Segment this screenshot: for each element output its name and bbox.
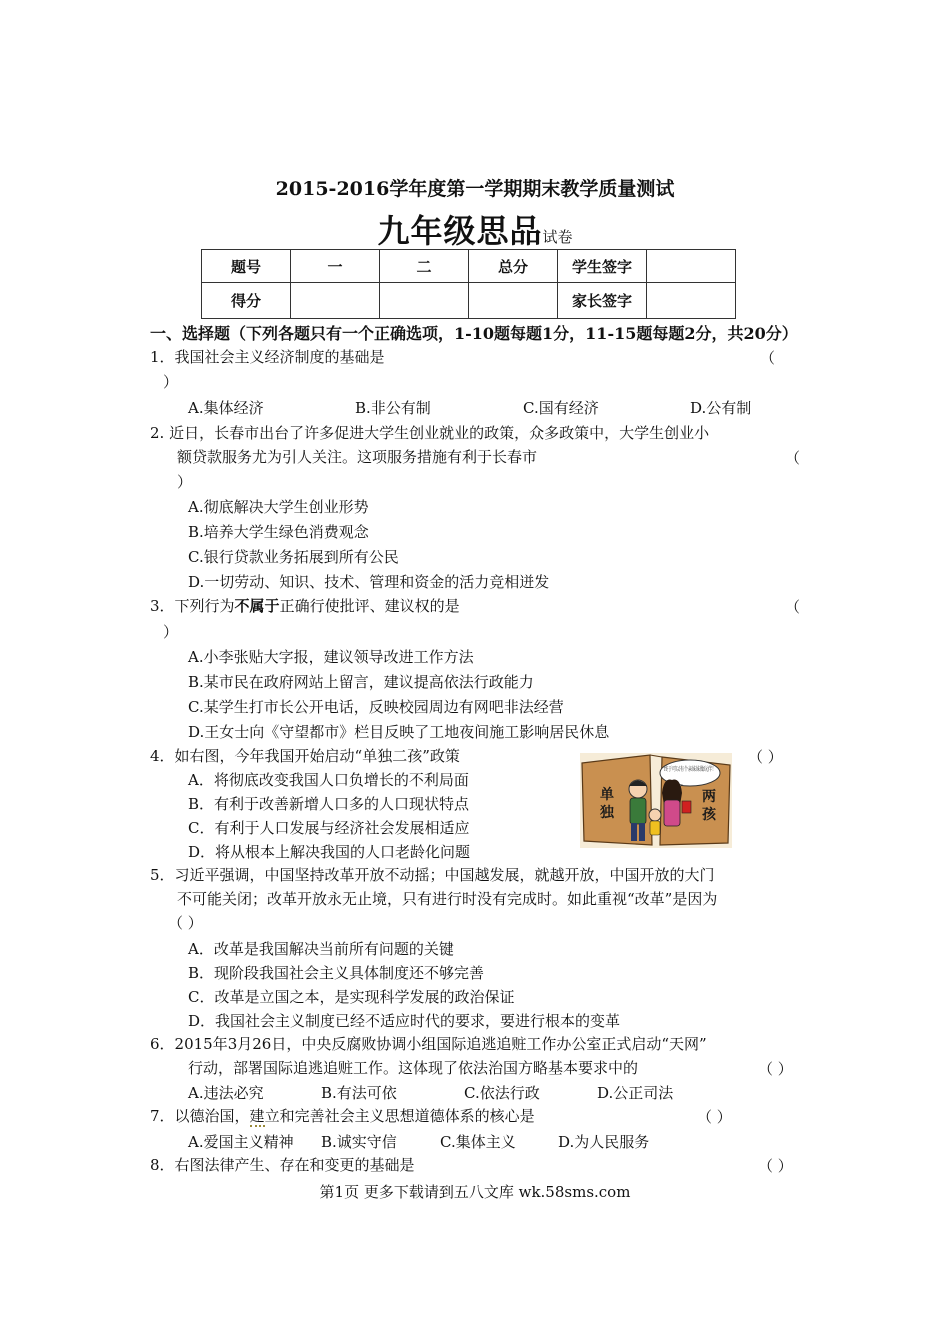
question-1-option-d: D.公有制 bbox=[690, 399, 752, 417]
question-6-paren: （ ） bbox=[758, 1060, 793, 1078]
question-7-option-a: A.爱国主义精神 bbox=[188, 1133, 294, 1151]
question-6-option-c: C.依法行政 bbox=[464, 1084, 540, 1102]
cartoon-right-char2: 孩 bbox=[702, 807, 716, 823]
question-7-marked-char: 建 bbox=[249, 1107, 265, 1125]
question-8-paren: （ ） bbox=[758, 1157, 793, 1175]
score-table-cell: 二 bbox=[380, 250, 469, 283]
exam-title-suffix: 试卷 bbox=[542, 228, 573, 246]
question-3-paren-close: ） bbox=[163, 623, 179, 641]
question-4-paren: （ ） bbox=[748, 748, 783, 766]
exam-title-line2 bbox=[0, 206, 950, 252]
question-1-option-a: A.集体经济 bbox=[188, 399, 264, 417]
question-5-option-d: D．我国社会主义制度已经不适应时代的要求，要进行根本的变革 bbox=[188, 1012, 621, 1030]
question-6-option-d: D.公正司法 bbox=[597, 1084, 674, 1102]
question-3-option-a: A.小李张贴大字报，建议领导改进工作方法 bbox=[188, 648, 474, 666]
question-6-line2: 行动，部署国际追逃追赃工作。这体现了依法治国方略基本要求中的 bbox=[188, 1059, 639, 1077]
question-1-stem: 1．我国社会主义经济制度的基础是 bbox=[150, 348, 385, 366]
question-5-line2: 不可能关闭；改革开放永无止境，只有进行时没有完成时。如此重视“改革”是因为 bbox=[177, 890, 718, 908]
cartoon-left-char1: 单 bbox=[600, 787, 614, 803]
question-2-line1: 2. 近日，长春市出台了许多促进大学生创业就业的政策，众多政策中，大学生创业小 bbox=[150, 424, 710, 442]
question-7-option-d: D.为人民服务 bbox=[558, 1133, 650, 1151]
question-1-option-b: B.非公有制 bbox=[355, 399, 431, 417]
question-3-option-d: D.王女士向《守望都市》栏目反映了工地夜间施工影响居民休息 bbox=[188, 723, 610, 741]
question-4-option-d: D．将从根本上解决我国的人口老龄化问题 bbox=[188, 843, 471, 861]
question-2-option-b: B.培养大学生绿色消费观念 bbox=[188, 523, 369, 541]
score-table-cell: 总分 bbox=[469, 250, 558, 283]
exam-title-line1: 2015-2016学年度第一学期期末教学质量测试 bbox=[275, 178, 675, 200]
question-2-option-c: C.银行贷款业务拓展到所有公民 bbox=[188, 548, 399, 566]
score-table-cell: 题号 bbox=[202, 250, 291, 283]
question-5-option-c: C．改革是立国之本，是实现科学发展的政治保证 bbox=[188, 988, 515, 1006]
question-3-option-b: B.某市民在政府网站上留言，建议提高依法行政能力 bbox=[188, 673, 534, 691]
question-1-paren-open: （ bbox=[760, 349, 776, 367]
cartoon-bubble-text: 终于可以有个亲妹妹做玩伴！ bbox=[664, 766, 743, 773]
question-5-line1: 5．习近平强调，中国坚持改革开放不动摇；中国越发展，就越开放，中国开放的大门 bbox=[150, 866, 715, 884]
question-6-option-b: B.有法可依 bbox=[321, 1084, 397, 1102]
question-7-paren: （ ） bbox=[697, 1108, 732, 1126]
question-3-paren-open: （ bbox=[785, 598, 801, 616]
exam-subject-title: 九年级思品 bbox=[377, 212, 543, 250]
question-6-line1: 6．2015年3月26日，中央反腐败协调小组国际追逃追赃工作办公室正式启动“天网” bbox=[150, 1035, 707, 1053]
question-2-line2: 额贷款服务尤为引人关注。这项服务措施有利于长春市 bbox=[177, 448, 538, 466]
question-7-stem-part1: 7．以德治国， bbox=[150, 1107, 250, 1125]
page-footer: 第1页 更多下载请到五八文库 wk.58sms.com bbox=[319, 1183, 631, 1201]
question-4-option-c: C．有利于人口发展与经济社会发展相适应 bbox=[188, 819, 470, 837]
question-2-paren-open: （ bbox=[785, 449, 801, 467]
score-cell-total bbox=[469, 283, 558, 319]
question-7-stem bbox=[150, 1106, 535, 1126]
score-cell-part1 bbox=[291, 283, 380, 319]
question-4-stem: 4．如右图，今年我国开始启动“单独二孩”政策 bbox=[150, 747, 460, 765]
question-2-option-a: A.彻底解决大学生创业形势 bbox=[188, 498, 369, 516]
question-2-paren-close: ） bbox=[177, 473, 193, 491]
question-7-stem-part2: 立和完善社会主义思想道德体系的核心是 bbox=[264, 1107, 535, 1125]
section-heading: 一、选择题（下列各题只有一个正确选项，1-10题每题1分，11-15题每题2分，共20分） bbox=[150, 324, 798, 343]
question-3-stem-pre: 3．下列行为 bbox=[150, 597, 235, 615]
student-signature-cell bbox=[647, 250, 736, 283]
question-5-option-a: A．改革是我国解决当前所有问题的关键 bbox=[188, 940, 454, 958]
question-7-option-b: B.诚实守信 bbox=[321, 1133, 397, 1151]
question-4-option-a: A．将彻底改变我国人口负增长的不利局面 bbox=[188, 771, 469, 789]
score-table-cell: 学生签字 bbox=[558, 250, 647, 283]
score-table-cell: 得分 bbox=[202, 283, 291, 319]
question-5-paren: （ ） bbox=[168, 914, 203, 932]
cartoon-right-char1: 两 bbox=[702, 789, 716, 805]
question-6-option-a: A.违法必究 bbox=[188, 1084, 264, 1102]
question-5-option-b: B．现阶段我国社会主义具体制度还不够完善 bbox=[188, 964, 485, 982]
score-table bbox=[201, 249, 736, 319]
question-3-emphasis: 不属于 bbox=[234, 597, 280, 615]
question-1-option-c: C.国有经济 bbox=[523, 399, 599, 417]
question-4-option-b: B．有利于改善新增人口多的人口现状特点 bbox=[188, 795, 470, 813]
question-7-option-c: C.集体主义 bbox=[440, 1133, 516, 1151]
question-3-stem bbox=[150, 596, 460, 616]
cartoon-left-char2: 独 bbox=[600, 805, 614, 821]
score-table-cell: 一 bbox=[291, 250, 380, 283]
question-2-option-d: D.一切劳动、知识、技术、管理和资金的活力竞相迸发 bbox=[188, 573, 550, 591]
question-3-stem-post: 正确行使批评、建议权的是 bbox=[279, 597, 460, 615]
question-1-paren-close: ） bbox=[163, 373, 179, 391]
score-cell-part2 bbox=[380, 283, 469, 319]
score-table-cell: 家长签字 bbox=[558, 283, 647, 319]
question-8-stem: 8．右图法律产生、存在和变更的基础是 bbox=[150, 1156, 415, 1174]
question-3-option-c: C.某学生打市长公开电话，反映校园周边有网吧非法经营 bbox=[188, 698, 564, 716]
parent-signature-cell bbox=[647, 283, 736, 319]
policy-cartoon-illustration bbox=[580, 753, 743, 848]
